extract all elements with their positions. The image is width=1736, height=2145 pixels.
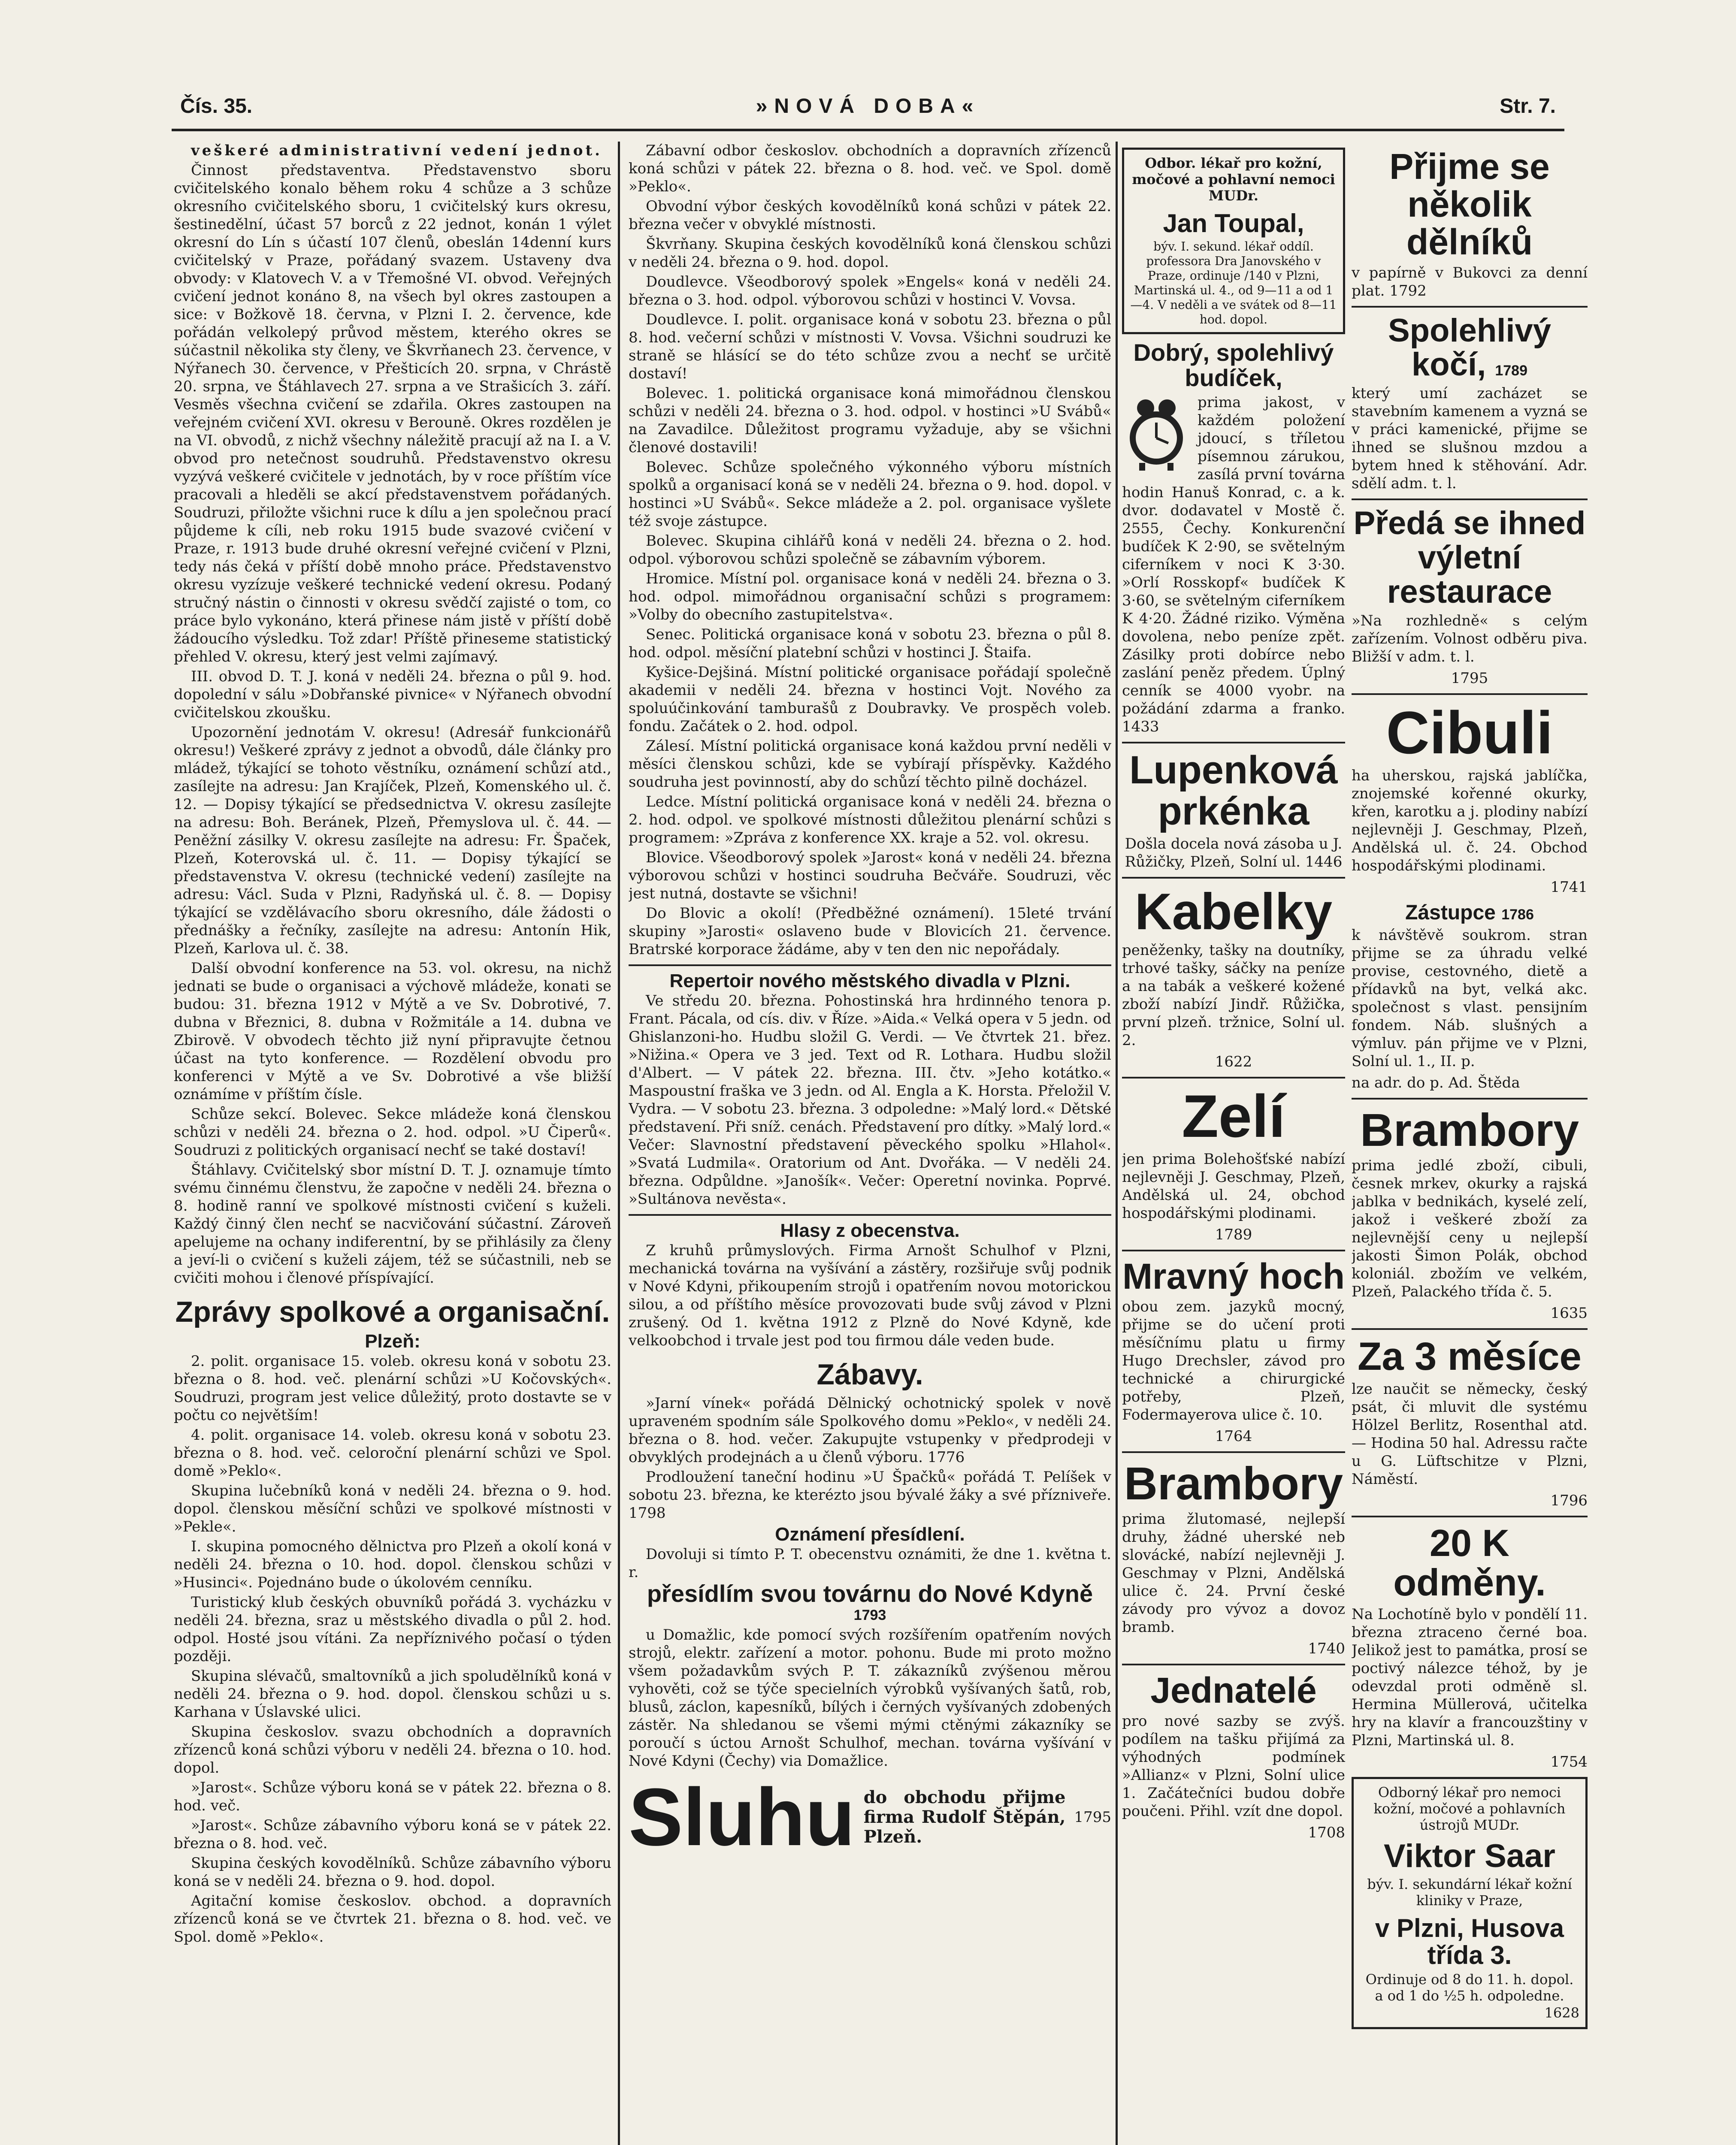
theatre-paragraph: Ve středu 20. března. Pohostinská hra hrdinného tenora p. Frant. Pácala, od cís. div. v Říze. »Aida.« Velká opera v 5 jedn. od Ghislanzoni-ho. Hudbu složil G. Verdi. — Ve čtvrtek 21. břez. »Nižina.« Opera ve 3 jed. Text od R. Lothara. Hudbu složil d'Albert. — V pátek 22. března. III. čtv. »Jeho kotátko.« Maspoustní fraška ve 3 jedn. od Al. Engla a K. Horsta. Přeložil V. Vydra. — V sobotu 23. března. 3 odpoledne: »Malý lord.« Dětské představení. Při sníž. cenách. Představení pro dítky. »Malý lord.« Večer: Slavnostní představení pěveckého spolku »Hlahol«. »Svatá Ludmila«. Oratorium od Ant. Dvořáka. — V neděli 24. března. Odpůldne. »Janošík«. Večer: Operetní novinka. Poprvé. »Sultánova nevěsta«. — [629, 992, 1111, 1208]
divider — [1122, 1250, 1345, 1251]
ad-number: 1789 — [1215, 1226, 1252, 1243]
notice-paragraph: Obvodní výbor českých kovodělníků koná schůzi v pátek 22. března večer v obvyklé místnosti. — [629, 198, 1111, 233]
notice-paragraph: Skupina českých kovodělníků. Schůze zábavního výboru koná se v neděli 24. března o 9. hod. dopol. — [174, 1855, 611, 1890]
ad-number: 1798 — [629, 1505, 666, 1522]
apprentice-ad-headline: Mravný hoch — [1122, 1256, 1345, 1296]
handbags-ad-text: peněženky, tašky na doutníky, trhové tašky, sáčky na peníze a na tabák a veškeré kožené zboží nabízí Jindř. Růžička, první plzeň. tržnice, Solní ul. 2. — [1122, 941, 1345, 1049]
representative-ad-title: Zástupce — [1405, 901, 1496, 924]
representative-ad-extra: na adr. do p. Ad. Štěda — [1352, 1074, 1520, 1091]
sauerkraut-ad-text: jen prima Bolehošťské nabízí nejlevněji J. Geschmay, Plzeň, Andělská ul. 24, obchod hospodářskými plodinami. — [1122, 1150, 1345, 1222]
ad-number: 1793 — [853, 1607, 886, 1623]
notice-paragraph: Ledce. Místní politická organisace koná v neděli 24. března o 2. hod. odpol. ve spolkové místnosti důležitou plenární schůzi s programem: »Zpráva z konference XX. kraje a 52. vol. okresu. — [629, 793, 1111, 846]
notice-paragraph: Bolevec. Skupina cihlářů koná v neděli 24. března o 2. hod. odpol. výborovou schůzi společně se zábavním výborem. — [629, 532, 1111, 568]
divider — [1352, 498, 1588, 500]
servant-ad-headline: Sluhu — [629, 1772, 855, 1863]
notice-paragraph: »Jarost«. Schůze výboru koná se v pátek 22. března o 8. hod. več. — [174, 1779, 611, 1814]
divider — [1352, 1328, 1588, 1330]
notice-paragraph: Skupina slévačů, smaltovníků a jich spoludělníků koná v neděli 24. března o 9. hod. dopol. členskou schůzi u s. Karhana v Úslavské ulici. — [174, 1668, 611, 1721]
agents-ad-text: pro nové sazby se zvýš. podílem na tašku přijímá za výhodných podmínek »Allianz« v Plzni, Solní ulice 1. Začátečníci budou dobře poučeni. Přihl. vzít dne dopol. — [1122, 1712, 1345, 1820]
potatoes-ad-text: prima jedlé zboží, cibuli, česnek mrkev, okurky a rajská jablka v bednikách, kyselé zelí, jakož i veškeré zboží za nejlevnější ceny u nejlepší jakosti Šimon Polák, obchod koloniál. zbožím ve velkém, Plzeň, Palackého třída č. 5. — [1352, 1157, 1588, 1301]
column-divider — [618, 142, 620, 2145]
doctor-ad — [1352, 1777, 1588, 2029]
article-paragraph: Štáhlavy. Cvičitelský sbor místní D. T. J. oznamuje tímto svému činnému členstvu, že započne v neděli 24. března o 8. hodině ranní ve spolkové místnosti cvičení s kuželi. Každý činný člen nechť se nacvičování súčastní. Zároveň apelujeme na ochany indiferentní, by se přihlásily za členy a jeví-li o cvičení s kuželi zájem, též se súčastnili, neb se cvičiti mohou i členové příspívající. — [174, 1161, 611, 1287]
ad-number: 1708 — [1308, 1824, 1345, 1841]
relocation-headline-text: přesídlím svou továrnu do Nové Kdyně — [647, 1580, 1093, 1607]
issue-number: Čís. 35. — [180, 95, 253, 118]
notice-paragraph: Doudlevce. Všeodborový spolek »Engels« koná v neděli 24. března o 3. hod. odpol. výborovou schůzi v hostinci V. Vovsa. — [629, 273, 1111, 308]
notice-paragraph: Škvrňany. Skupina českých kovodělníků koná členskou schůzi v neděli 24. března o 9. hod. dopol. — [629, 236, 1111, 271]
article-paragraph: Schůze sekcí. Bolevec. Sekce mládeže koná členskou schůzi v neděli 24. března o 2. hod. odpol. »U Čiperů«. Soudruzi z politických organisací nechť se také dostaví! — [174, 1106, 611, 1159]
ad-number: 1628 — [1544, 2004, 1579, 2021]
coachman-ad-title: Spolehlivý kočí, — [1388, 312, 1552, 383]
column-2 — [629, 142, 1111, 2145]
servant-ad-text: do obchodu přijme firma Rudolf Štěpán, Plzeň. — [863, 1787, 1066, 1847]
column-3 — [1122, 142, 1345, 2145]
doctor-name: Viktor Saar — [1384, 1837, 1555, 1874]
relocation-paragraph: u Domažlic, kde pomocí svých rozšířením opatřením nových strojů, elektr. zařízení a motor. pohonu. Bude mi proto možno všem požadavkům svých P. T. zákazníků zvýšenou měrou vyhověti, což se týče specielních výrobků vyšívaných šatů, rob, blusů, záclon, kapesníků, bílých i černých vyšívaných zdobených zástěr. Na shledanou se všemi mými ctěnými zákazníky se poroučí s úctou Arnošt Schulhof, mechan. továrna vyšívání v Nové Kdyni (Čechy) via Domažlice. — [629, 1626, 1111, 1770]
doctor-hours: Ordinuje od 8 do 11. h. dopol. a od 1 do ½5 h. odpoledne. — [1365, 1971, 1574, 2004]
divider — [1122, 877, 1345, 879]
alarm-clock-ad-headline: Dobrý, spolehlivý budíček, — [1133, 339, 1334, 391]
doctor-ad-intro: Odbor. lékař pro kožní, močové a pohlavní nemoci MUDr. — [1132, 155, 1335, 204]
onions-ad-text: ha uherskou, rajská jablíčka, znojemské kořenné okurky, křen, karotku a j. plodiny nabízí nejlevněji J. Geschmay, Plzeň, Andělská ul. č. 24. Obchod hospodářskými plodinami. — [1352, 767, 1588, 874]
alarm-clock-ad — [1122, 393, 1345, 736]
column-divider — [1116, 142, 1118, 2145]
letters-heading: Hlasy z obecenstva. — [780, 1220, 960, 1241]
entertainment-text: Prodloužení taneční hodinu »U Špačků« pořádá T. Pelíšek v sobotu 23. března, ke kterézto jsou bývalé žáky a své přízniveře. — [629, 1468, 1111, 1504]
potatoes-ad-headline: Brambory — [1124, 1457, 1343, 1509]
reward-ad-text: Na Lochotíně bylo v pondělí 11. března ztraceno černé boa. Jelikož jest to památka, prosí se poctivý nálezce téhož, by je odevzdal proti odměně sl. Hermina Müllerová, učitelka hry na klavír a francouzštiny v Plzni, Martinská ul. 8. — [1352, 1605, 1588, 1749]
entertainment-text: »Jarní vínek« pořádá Dělnický ochotnický spolek v nově upraveném spodním sále Spolkového domu »Peklo«, v neděli 24. března o 8. hod. večer. Zakupujte vstupenky v předprodeji v obvyklých prodejnách a u členů výboru. — [629, 1395, 1111, 1466]
restaurant-ad-text: »Na rozhledně« s celým zařízením. Volnost odběru piva. Bližší v adm. t. l. — [1352, 612, 1588, 665]
ad-number: 1754 — [1550, 1753, 1588, 1770]
entertainment-paragraph — [629, 1394, 1111, 1466]
ad-number: 1795 — [1451, 669, 1488, 687]
ad-number: 1795 — [1074, 1809, 1111, 1826]
ad-number: 1789 — [1495, 363, 1527, 379]
sauerkraut-ad-headline: Zelí — [1182, 1082, 1285, 1150]
ad-number: 1792 — [1389, 282, 1427, 299]
ad-number: 1764 — [1215, 1427, 1252, 1445]
doctor-address: v Plzni, Husova třída 3. — [1375, 1913, 1564, 1970]
restaurant-ad-headline: Předá se ihned výletní restaurace — [1353, 505, 1586, 610]
relocation-heading: Oznámení přesídlení. — [775, 1524, 965, 1545]
notice-paragraph: »Jarost«. Schůze zábavního výboru koná se v pátek 22. března o 8. hod. več. — [174, 1817, 611, 1852]
doctor-name: Jan Toupal, — [1163, 209, 1304, 238]
notice-paragraph: Turistický klub českých obuvníků pořádá 3. vycházku v neděli 24. března, sraz u městského divadla o půl 2. hod. odpol. Hosté jsou vítáni. Za nepříznivého počasí o týden později. — [174, 1594, 611, 1665]
letters-paragraph: Z kruhů průmyslových. Firma Arnošt Schulhof v Plzni, mechanická továrna na vyšívání a zástěry, rozšiřuje svůj podnik v Nové Kdyni, přikoupením strojů i opatřením novou motorickou silou, a od příštího měsíce provozovati bude svůj závod v Plzni zrušený. Od 1. května 1912 z Plzně do Nové Kdyně, kde velkoobchod i trvale jest pod tou firmou dále veden bude. — [629, 1242, 1111, 1349]
servant-ad — [629, 1772, 1111, 1863]
divider — [1122, 1077, 1345, 1079]
ad-number: 1796 — [1550, 1492, 1588, 1509]
divider — [1122, 742, 1345, 743]
ad-number: 1741 — [1550, 878, 1588, 896]
notice-paragraph: Skupina českoslov. svazu obchodních a dopravních zřízenců koná schůzi výboru v neděli 24. března o 10. hod. dopol. — [174, 1723, 611, 1776]
relocation-paragraph: Dovoluji si tímto P. T. obecenstvu oznámiti, že dne 1. května t. r. — [629, 1546, 1111, 1581]
city-heading: Plzeň: — [365, 1331, 420, 1352]
notice-paragraph: Zábavní odbor českoslov. obchodních a dopravních zřízenců koná schůzi v pátek 22. března o 8. hod. več. ve Spol. domě »Peklo«. — [629, 142, 1111, 195]
column-1 — [174, 142, 611, 2145]
potatoes-ad-text: prima žlutomasé, nejlepší druhy, žádné uherské neb slovácké, nabízí nejlevněji J. Geschmay v Plzni, Andělská ulice č. 24. První české závody pro vývoz a dovoz bramb. — [1122, 1511, 1345, 1636]
page-header — [180, 90, 1556, 129]
page-number: Str. 7. — [1500, 95, 1556, 118]
entertainment-paragraph — [629, 1468, 1111, 1522]
divider — [1352, 306, 1588, 308]
entertainment-heading: Zábavy. — [817, 1358, 923, 1391]
coachman-ad-text: který umí zacházet se stavebním kamenem a vyzná se v práci kamenické, přijme se ihned se slušnou mzdou a bytem hned k stěhování. Adr. sdělí adm. t. l. — [1352, 385, 1588, 492]
notice-paragraph: Do Blovic a okolí! (Předběžné oznámení). 15leté trvání skupiny »Jarosti« oslaveno bude v Blovicích 21. července. Bratrské korporace žádáme, aby v ten den nic nepořádaly. — [629, 905, 1111, 958]
veneer-boards-ad-headline: Lupenková prkénka — [1129, 748, 1338, 834]
divider — [629, 1214, 1111, 1216]
agents-ad-headline: Jednatelé — [1150, 1670, 1317, 1711]
reward-ad-headline: 20 K odměny. — [1393, 1521, 1546, 1604]
header-rule — [172, 129, 1564, 131]
notice-paragraph: Agitační komise českoslov. obchod. a dopravních zřízenců koná se ve čtvrtek 21. března o 8. hod. več. ve Spol. domě »Peklo«. — [174, 1892, 611, 1946]
veneer-boards-ad-text: Došla docela nová zásoba u J. Růžičky, Plzeň, Solní ul. 1446 — [1125, 835, 1343, 870]
ad-number: 1776 — [927, 1449, 965, 1466]
article-paragraph: Činnost představentva. Představenstvo sboru cvičitelského konalo během roku 4 schůze a 3 schůze okresního cvičitelského sboru, 1 cvičitelský kurs okresu, šestinedělní, účast 57 borců z 22 jednot, konán 1 výlet okresní do Lín s účastí 107 členů, obeslán 14denní kurs cvičitelský v Praze, pořádaný svazem. Ustaveny dva obvody: v Klatovech V. a v Třemošné VI. obvod. Veřejných cvičení jednot konáno 8, na všech byl okres zastoupen a sice: v Božkově 18. června, v Plzni I. 2. července, kde pořádán velkolepý průvod městem, kterého okres se súčastnil několika sty členy, ve Škvrňanech 23. července, v Nýřanech 30. července, v Přešticích 20. srpna, v Chrástě 20. srpna, ve Štáhlavech 27. srpna a ve Strašicích 3. září. Vesměs všechna cvičení se zdařila. Okres zastoupen na veřejném cvičení XVI. okresu v Berouně. Okres rozdělen je na VI. obvodů, z nichž všechny náležitě pracují až na I. a V. obvod pro netečnost soudruhů. Představenstvo okresu vyzývá veškeré cvičitele v jednotách, by v roce příštím více pracovali a hleděli se akcí představenstvem pořádaných. Soudruzi, přiložte všichni ruce k dílu a jen společnou prací půjdeme k cíli, neb roku 1915 bude svazové cvičení v Praze, r. 1913 bude druhé okresní veřejné cvičení v Plzni, tedy nás čeká v příští době mnoho práce. Představenstvo okresu vyzízuje veškeré technické vedení okresu. Podaný stručný nástin o činnosti v okresu svědčí zajisté o tom, co práce bylo vykonáno, která přinese nám jistě v příští době žádoucího výsledku. Tož zdar! Příště přineseme statistický přehled V. okresu, který jest velmi zajímavý. — [174, 162, 611, 665]
doctor-ad-info: býv. I. sekundární lékař kožní kliniky v Praze, — [1367, 1876, 1572, 1909]
divider — [1352, 693, 1588, 695]
notice-paragraph: Skupina lučebníků koná v neděli 24. března o 9. hod. dopol. členskou měsíční schůzi ve spolkové místnosti v »Pekle«. — [174, 1482, 611, 1535]
potatoes-ad-headline: Brambory — [1360, 1103, 1579, 1156]
notice-paragraph: Bolevec. Schůze společného výkonného výboru místních spolků a organisací koná se v neděli 24. března o 9. hod. dopol. v hostinci »U Svábů«. Sekce mládeže a 2. pol. organisace vyšlete též svoje zástupce. — [629, 459, 1111, 530]
divider — [1122, 1451, 1345, 1453]
notice-paragraph: Blovice. Všeodborový spolek »Jarost« koná v neděli 24. března výborovou schůzi v hostinci soudruha Bečváře. Soudruzi, věc jest nutná, dostavte se všichni! — [629, 849, 1111, 902]
notice-paragraph: 4. polit. organisace 14. voleb. okresu koná v sobotu 23. března o 8. hod. več. celoroční plenární schůzi ve Spol. domě »Peklo«. — [174, 1426, 611, 1480]
doctor-ad — [1122, 148, 1345, 334]
notice-paragraph: Kyšice-Dejšiná. Místní politické organisace pořádají společně akademii v neděli 24. března v hostinci Vojt. Nového za spoluúčinkování tamburašů z Doubravky. Ve prospěch voleb. fondu. Začátek o 2. hod. odpol. — [629, 664, 1111, 735]
language-ad-headline: Za 3 měsíce — [1358, 1335, 1582, 1379]
apprentice-ad-text: obou zem. jazyků mocný, přijme se do učení proti měsíčnímu platu u firmy Hugo Drechsler, závod pro technické a chirurgické potřeby, Plzeň, Fodermayerova ulice č. 10. — [1122, 1298, 1345, 1423]
article-paragraph: veškeré administrativní vedení jednot. — [191, 142, 602, 159]
article-paragraph: Upozornění jednotám V. okresu! (Adresář funkcionářů okresu!) Veškeré zprávy z jednot a obvodů, dále články pro mládež, týkající se tohoto věstníku, oznámení schůzí atd., zasílejte na adresu: Jan Krajíček, Plzeň, Komenského ul. č. 12. — Dopisy týkající se předsednictva V. okresu zasílejte na adresu: Boh. Beránek, Plzeň, Přemyslova ul. č. 44. — Peněžní zásilky V. okresu zasílejte na adresu: Fr. Špaček, Plzeň, Koterovská ul. č. 11. — Dopisy týkající se představenstva V. okresu (technické vedení) zasílejte na adresu: Václ. Suda v Plzni, Radyňská ul. č. 8. — Dopisy týkající se vzdělávacího sboru okresního, dále žádosti o přednášky a řečníky, zasílejte na adresu: Antonín Hik, Plzeň, Karlova ul. č. 38. — [174, 724, 611, 957]
theatre-heading: Repertoir nového městského divadla v Plzni. — [669, 970, 1071, 991]
onions-ad-headline: Cibuli — [1386, 698, 1553, 766]
notice-paragraph: Doudlevce. I. polit. organisace koná v sobotu 23. března o půl 8. hod. večerní schůzi v místnosti V. Vovsa. Všichni soudruzi ke straně se hlásící se do této schůze zvou a nechť se určitě dostaví! — [629, 311, 1111, 382]
divider — [1122, 1664, 1345, 1665]
notice-paragraph: Zálesí. Místní politická organisace koná každou první neděli v měsíci členskou schůzi, kde se vybírají příspěvky. Každého soudruha jest povinností, aby do schůzí těchto pilně docházel. — [629, 737, 1111, 791]
ad-number: 1786 — [1501, 906, 1534, 923]
alarm-clock-icon — [1122, 395, 1191, 472]
notice-paragraph: I. skupina pomocného dělnictva pro Plzeň a okolí koná v neděli 24. března o 10. hod. dopol. členskou schůzi v »Husinci«. Pojednáno bude o úkolovém cenníku. — [174, 1538, 611, 1591]
ad-number: 1622 — [1215, 1053, 1252, 1070]
notice-paragraph: Bolevec. 1. politická organisace koná mimořádnou členskou schůzi v neděli 24. března o 3. hod. odpol. v hostinci »U Svábů« na Zavadilce. Důležitost programu vyžaduje, aby se všichni členové dostavili! — [629, 385, 1111, 456]
handbags-ad-headline: Kabelky — [1134, 882, 1333, 940]
coachman-ad-headline — [1352, 314, 1588, 382]
doctor-ad-intro: Odborný lékař pro nemoci kožní, močové a pohlavních ústrojů MUDr. — [1373, 1784, 1566, 1833]
ad-number: 1635 — [1550, 1305, 1588, 1322]
notice-paragraph: 2. polit. organisace 15. voleb. okresu koná v sobotu 23. března o 8. hod. več. plenární schůzi »U Kočovských«. Soudruzi, program jest velice důležitý, proto dostavte se v počtu co největším! — [174, 1353, 611, 1424]
newspaper-title: »NOVÁ DOBA« — [756, 95, 980, 118]
ad-number: 1740 — [1308, 1640, 1345, 1658]
doctor-ad-info: býv. I. sekund. lékař oddíl. professora Dra Janovského v Praze, ordinuje /140 v Plzni, Martinská ul. 4., od 9—11 a od 1—4. V neděli a ve svátek od 8—11 hod. dopol. — [1130, 239, 1337, 326]
workers-ad-body: v papírně v Bukovci za denní plat. — [1352, 264, 1588, 299]
language-ad-text: lze naučit se německy, český psát, či mluvit dle systému Hölzel Berlitz, Rosenthal atd. — Hodina 50 hal. Adressu račte u G. Lüftschitze v Plzni, Náměstí. — [1352, 1380, 1588, 1488]
alarm-clock-ad-text: prima jakost, v každém položení jdoucí, s tříletou písemnou zárukou, zasílá první továrna hodin Hanuš Konrad, c. a k. dvor. dodavatel v Mostě č. 2555, Čechy. Konkurenční budíček K 2·90, se světelným ciferníkem v noci K 3·30. »Orlí Rosskopf« budíček K 3·60, se světelným ciferníkem K 4·20. Žádné riziko. Výměna dovolena, nebo peníze zpět. Zásilky proti dobírce nebo zaslání peněz předem. Úplný cenník se 4000 vyobr. na požádání zdarma a franko. 1433 — [1122, 393, 1345, 735]
column-4 — [1352, 142, 1588, 2145]
workers-ad-headline: Přijme se několik dělníků — [1389, 146, 1550, 263]
article-paragraph: III. obvod D. T. J. koná v neděli 24. března o půl 9. hod. dopolední v sálu »Dobřanské pivnice« v Nýřanech obvodní cvičitelskou zkoušku. — [174, 668, 611, 721]
divider — [629, 964, 1111, 966]
relocation-headline — [629, 1580, 1111, 1624]
notice-paragraph: Senec. Politická organisace koná v sobotu 23. března o půl 8. hod. odpol. měsíční platební schůzi v hostinci J. Štaifa. — [629, 626, 1111, 661]
section-heading: Zprávy spolkové a organisační. — [175, 1296, 610, 1328]
representative-ad-text: k návštěvě soukrom. stran přijme se za úhradu velké provise, cestovného, dietě a přídavků na byt, velká akc. společnost s vlast. pensijním fondem. Náb. slušných a výmluv. pán přijme ve v Plzni, Solní ul. 1., II. p. — [1352, 926, 1588, 1070]
divider — [1352, 1516, 1588, 1517]
divider — [1352, 1098, 1588, 1100]
article-paragraph: Další obvodní konference na 53. vol. okresu, na nichž jednati se bude o organisaci a výchově mládeže, konati se budou: 31. března 1912 v Mýtě a ve Sv. Dobrotivé, 7. dubna v Březnici, 8. dubna v Rožmitále a 14. dubna ve Zbirově. V obvodech těchto již nyní připravujte četnou účast na tyto konference. — Rozdělení obvodu pro konferenci v Mýtě a ve Sv. Dobrotivé a vše bližší oznámíme v příštím čísle. — [174, 960, 611, 1103]
workers-ad-text — [1352, 264, 1588, 300]
notice-paragraph: Hromice. Místní pol. organisace koná v neděli 24. března o 3. hod. odpol. mimořádnou organisační schůzi s programem: »Volby do obecního zastupitelstva«. — [629, 570, 1111, 623]
representative-ad-headline — [1352, 902, 1588, 924]
